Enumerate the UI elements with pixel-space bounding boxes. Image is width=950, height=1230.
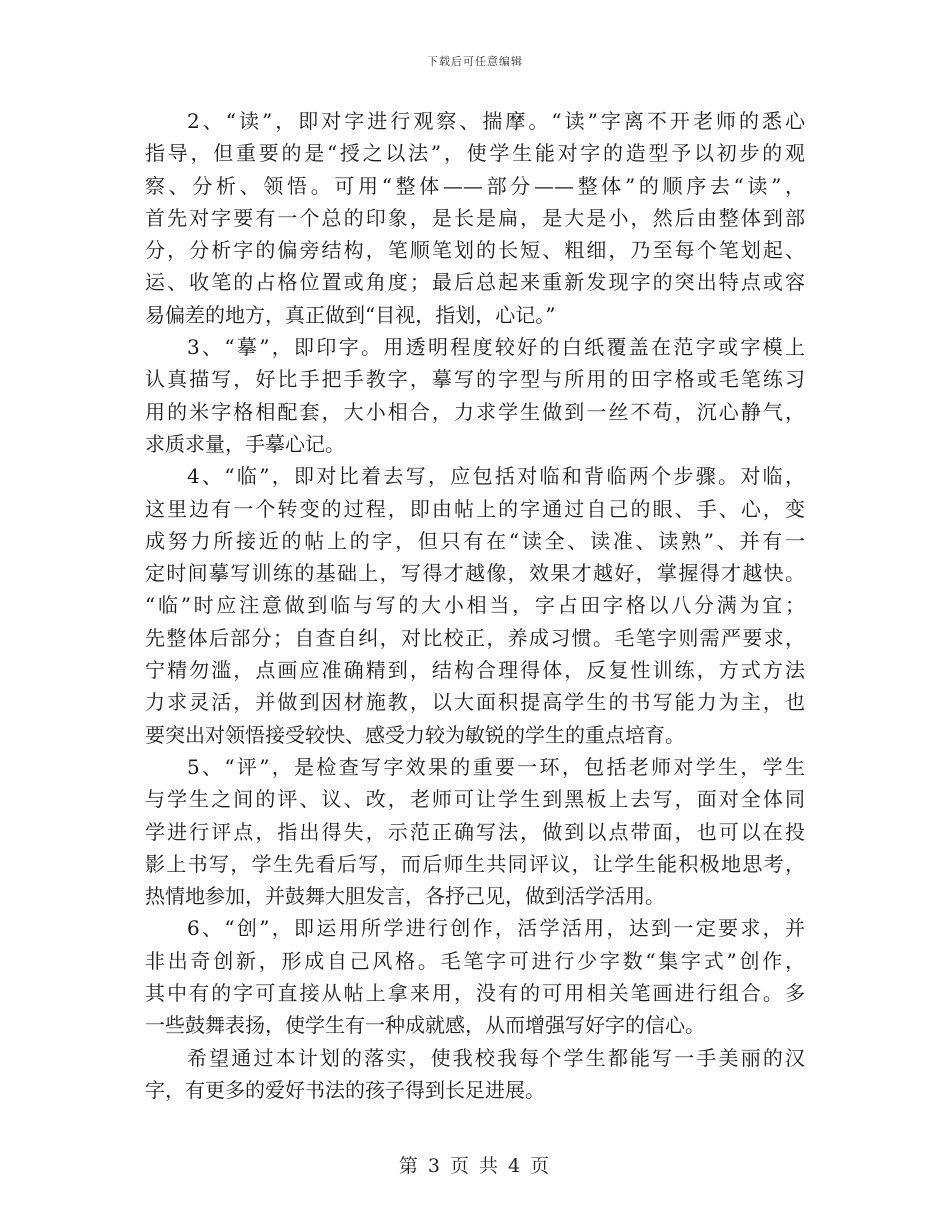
text-line: 4、“临”，即对比着去写，应包括对临和背临两个步骤。对临， (187, 464, 805, 489)
text-line: 5、“评”，是检查写字效果的重要一环，包括老师对学生，学生 (187, 754, 805, 779)
text-line: 一些鼓舞表扬，使学生有一种成就感，从而增强写好字的信心。 (145, 1013, 705, 1038)
page-header: 下载后可任意编辑 (427, 55, 523, 68)
body-text (145, 105, 805, 1106)
text-line: 与学生之间的评、议、改，老师可让学生到黑板上去写，面对全体同 (145, 787, 805, 812)
text-line: 力求灵活，并做到因材施教，以大面积提高学生的书写能力为主，也 (145, 690, 805, 715)
text-line: 认真描写，好比手把手教字，摹写的字型与所用的田字格或毛笔练习 (145, 367, 805, 392)
text-line: 定时间摹写训练的基础上，写得才越像，效果才越好，掌握得才越快。 (145, 561, 805, 586)
text-line: “临”时应注意做到临与写的大小相当，字占田字格以八分满为宜； (145, 593, 805, 618)
text-line: 其中有的字可直接从帖上拿来用，没有的可用相关笔画进行组合。多 (145, 981, 805, 1006)
text-line: 3、“摹”，即印字。用透明程度较好的白纸覆盖在范字或字模上 (187, 335, 805, 360)
text-line: 易偏差的地方，真正做到“目视，指划，心记。” (145, 302, 556, 327)
text-line: 热情地参加，并鼓舞大胆发言，各抒己见，做到活学活用。 (145, 884, 665, 909)
text-line: 字，有更多的爱好书法的孩子得到长足进展。 (145, 1077, 545, 1102)
text-line: 运、收笔的占格位置或角度；最后总起来重新发现字的突出特点或容 (145, 270, 805, 295)
text-line: 指导，但重要的是“授之以法”，使学生能对字的造型予以初步的观 (145, 141, 805, 166)
text-line: 要突出对领悟接受较快、感受力较为敏锐的学生的重点培育。 (145, 722, 685, 747)
text-line: 先整体后部分；自查自纠，对比校正，养成习惯。毛笔字则需严要求， (145, 625, 805, 650)
text-line: 这里边有一个转变的过程，即由帖上的字通过自己的眼、手、心，变 (145, 496, 805, 521)
text-line: 用的米字格相配套，大小相合，力求学生做到一丝不苟，沉心静气， (145, 399, 805, 424)
text-line: 首先对字要有一个总的印象，是长是扁，是大是小，然后由整体到部 (145, 205, 805, 230)
text-line: 察、分析、领悟。可用“整体——部分——整体”的顺序去“读”， (145, 173, 805, 198)
text-line: 分，分析字的偏旁结构，笔顺笔划的长短、粗细，乃至每个笔划起、 (145, 238, 805, 263)
text-line: 2、“读”，即对字进行观察、揣摩。“读”字离不开老师的悉心 (187, 109, 805, 133)
text-line: 成努力所接近的帖上的字，但只有在“读全、读准、读熟”、并有一 (145, 528, 805, 553)
page-footer: 第 3 页 共 4 页 (398, 1155, 552, 1177)
text-line: 影上书写，学生先看后写，而后师生共同评议，让学生能积极地思考， (145, 851, 805, 876)
text-line: 宁精勿滥，点画应准确精到，结构合理得体，反复性训练，方式方法 (145, 658, 805, 683)
text-line: 学进行评点，指出得失，示范正确写法，做到以点带面，也可以在投 (145, 819, 805, 844)
text-line: 6、“创”，即运用所学进行创作，活学活用，达到一定要求，并 (187, 916, 805, 941)
text-line: 求质求量，手摹心记。 (145, 431, 345, 456)
text-line: 非出奇创新，形成自己风格。毛笔字可进行少字数“集字式”创作， (145, 948, 805, 973)
text-line: 希望通过本计划的落实，使我校我每个学生都能写一手美丽的汉 (187, 1045, 805, 1070)
